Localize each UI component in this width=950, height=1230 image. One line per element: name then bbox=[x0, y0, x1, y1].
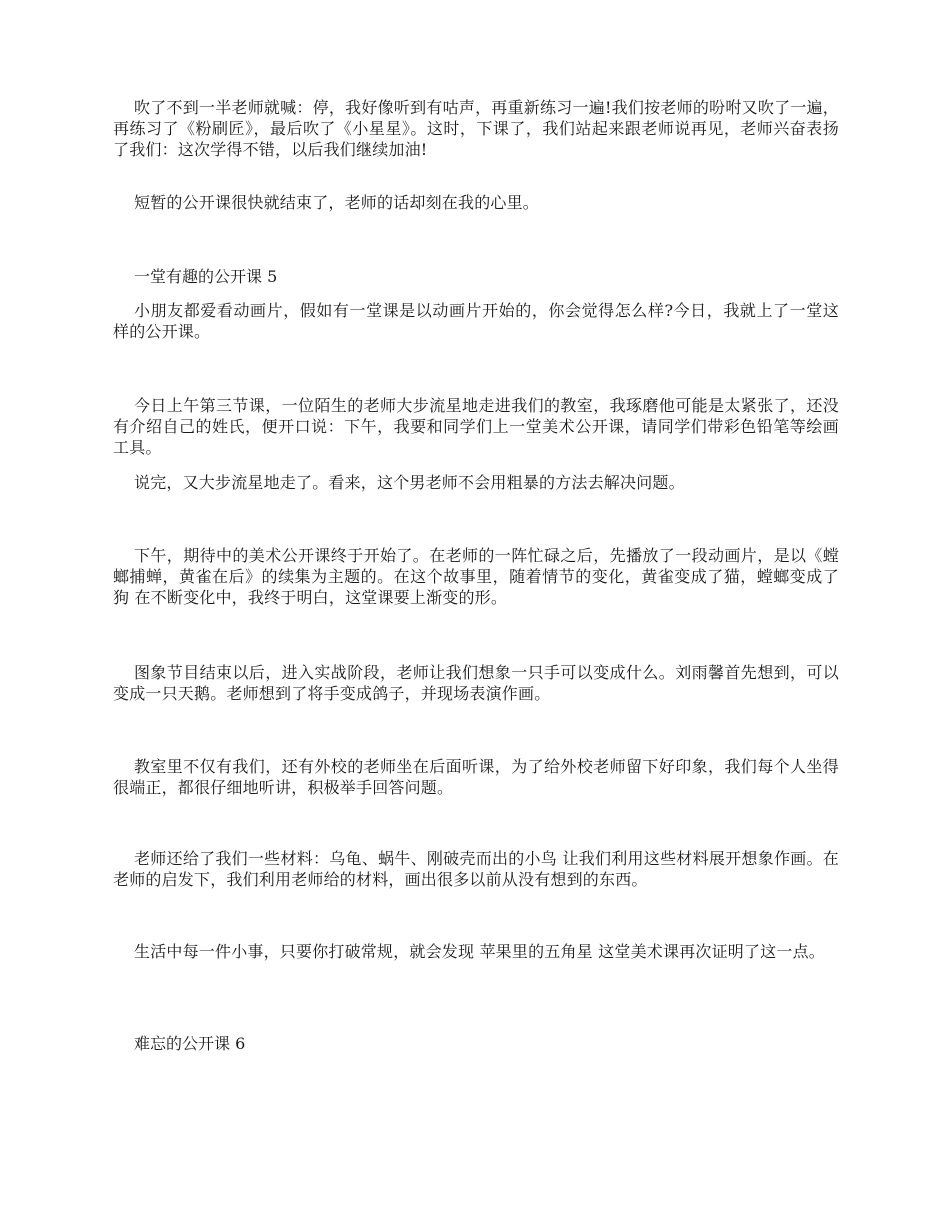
section-heading: 一堂有趣的公开课 5 bbox=[134, 267, 278, 286]
paragraph: 老师还给了我们一些材料：乌龟、蜗牛、刚破壳而出的小鸟 让我们利用这些材料展开想象作画。在老师的启发下，我们利用老师给的材料，画出很多以前从没有想到的东西。 bbox=[113, 849, 839, 889]
paragraph: 图象节目结束以后，进入实战阶段，老师让我们想象一只手可以变成什么。刘雨馨首先想到，可以变成一只天鹅。老师想到了将手变成鸽子，并现场表演作画。 bbox=[113, 663, 839, 703]
section-heading: 难忘的公开课 6 bbox=[134, 1034, 246, 1053]
paragraph: 今日上午第三节课，一位陌生的老师大步流星地走进我们的教室，我琢磨他可能是太紧张了，还没有介绍自己的姓氏，便开口说：下午，我要和同学们上一堂美术公开课，请同学们带彩色铅笔等绘画工具。 bbox=[113, 396, 839, 457]
paragraph: 短暂的公开课很快就结束了，老师的话却刻在我的心里。 bbox=[134, 193, 540, 212]
paragraph: 下午，期待中的美术公开课终于开始了。在老师的一阵忙碌之后，先播放了一段动画片，是以《螳螂捕蝉，黄雀在后》的续集为主题的。在这个故事里，随着情节的变化，黄雀变成了猫，螳螂变成了狗 在不断变化中，我终于明白，这堂课要上渐变的形。 bbox=[113, 546, 839, 607]
paragraph: 教室里不仅有我们，还有外校的老师坐在后面听课，为了给外校老师留下好印象，我们每个人坐得很端正，都很仔细地听讲，积极举手回答问题。 bbox=[113, 757, 839, 797]
paragraph: 生活中每一件小事，只要你打破常规，就会发现 苹果里的五角星 这堂美术课再次证明了这一点。 bbox=[134, 942, 825, 961]
paragraph: 吹了不到一半老师就喊：停，我好像听到有咕声，再重新练习一遍!我们按老师的吩咐又吹了一遍，再练习了《粉刷匠》，最后吹了《小星星》。这时，下课了，我们站起来跟老师说再见，老师兴奋表扬了我们：这次学得不错，以后我们继续加油! bbox=[113, 98, 839, 159]
paragraph: 说完，又大步流星地走了。看来，这个男老师不会用粗暴的方法去解决问题。 bbox=[134, 473, 685, 492]
paragraph: 小朋友都爱看动画片，假如有一堂课是以动画片开始的，你会觉得怎么样?今日，我就上了一堂这样的公开课。 bbox=[113, 301, 839, 341]
document-page bbox=[113, 0, 839, 1230]
